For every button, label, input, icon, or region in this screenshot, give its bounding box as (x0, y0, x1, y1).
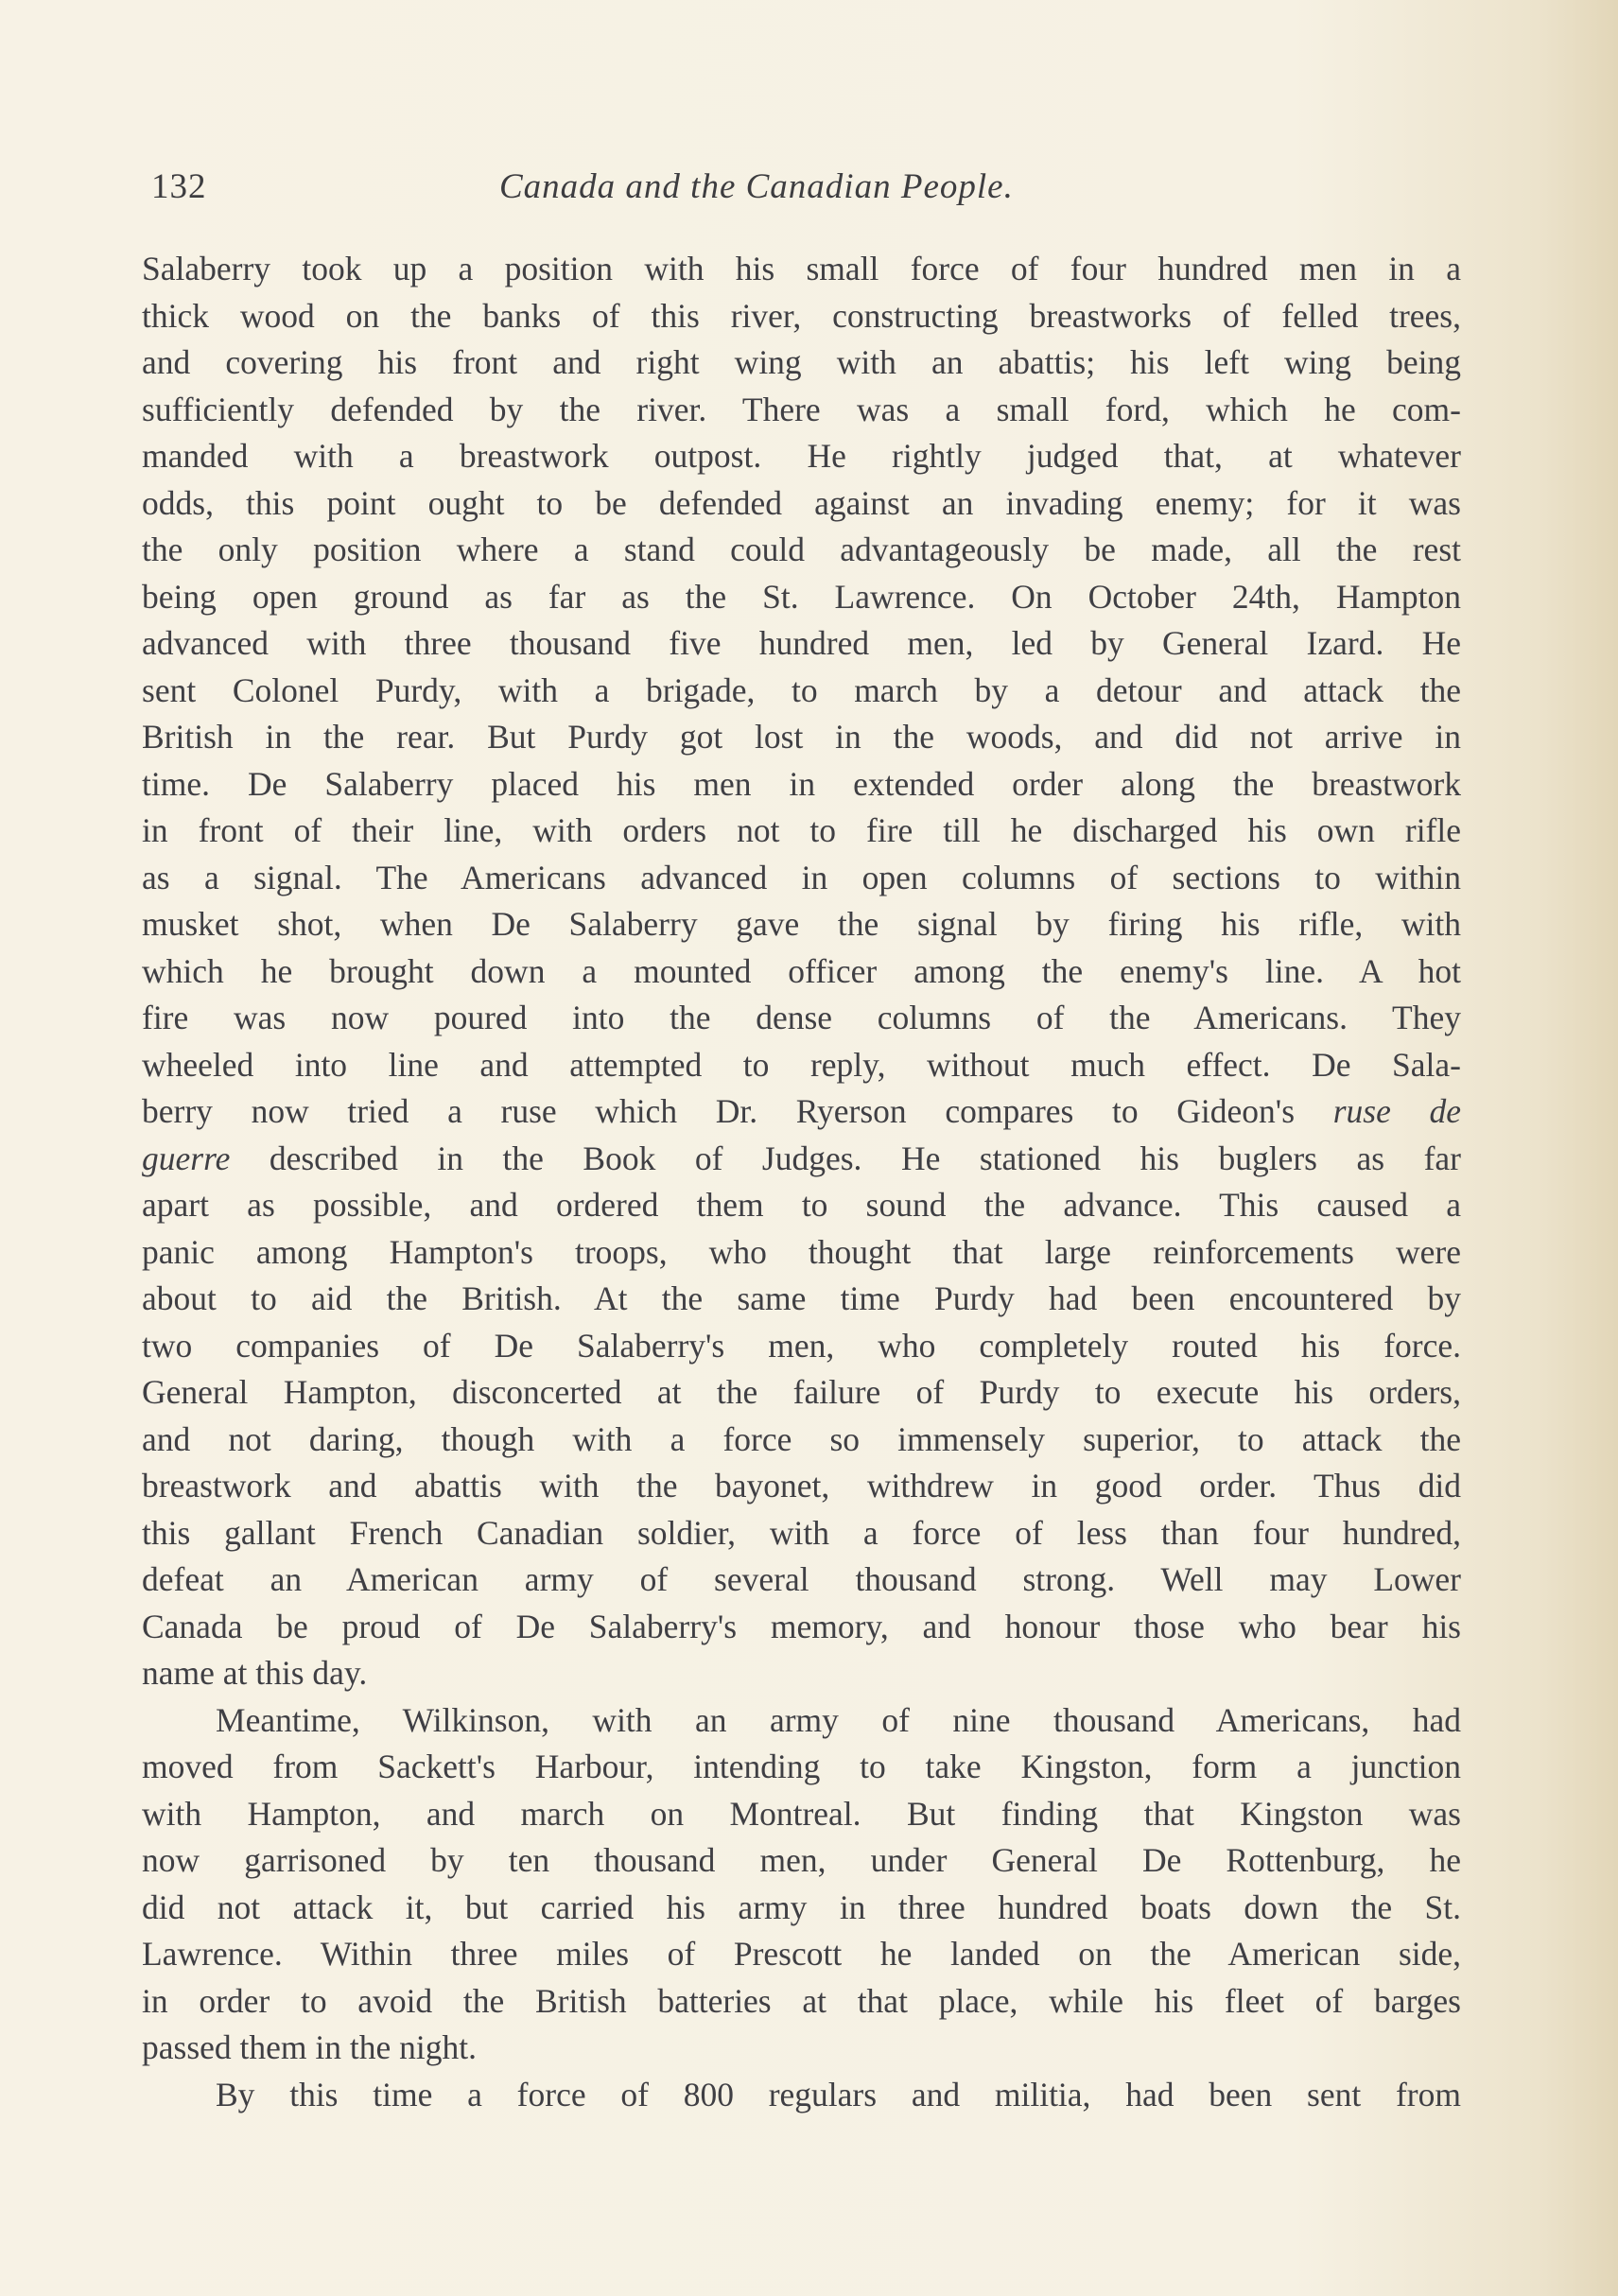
line-text: musket shot, when De Salaberry gave the signal by firing his rifle, with (142, 905, 1461, 943)
italic-phrase: ruse de (1332, 1092, 1461, 1130)
text-line (142, 1650, 1461, 1697)
text-line (142, 1136, 1461, 1183)
text-line (142, 1276, 1461, 1323)
text-line (142, 855, 1461, 902)
text-line (142, 527, 1461, 574)
line-text: sufficiently defended by the river. There was a small ford, which he com- (142, 390, 1461, 428)
line-text: panic among Hampton's troops, who thought that large reinforcements were (142, 1232, 1461, 1271)
line-text: passed them in the night. (142, 2028, 477, 2066)
text-line (142, 1885, 1461, 1932)
text-line (142, 339, 1461, 387)
text-line (142, 1744, 1461, 1791)
text-line (142, 1978, 1461, 2026)
text-line (142, 433, 1461, 480)
italic-phrase: guerre (142, 1139, 231, 1177)
line-text: odds, this point ought to be defended against an invading enemy; for it was (142, 483, 1461, 522)
line-text: in front of their line, with orders not to fire till he discharged his own rifle (142, 811, 1461, 849)
text-line (142, 1088, 1461, 1136)
text-line (142, 1931, 1461, 1978)
line-text: the only position where a stand could advantageously be made, all the rest (142, 531, 1461, 568)
line-text: apart as possible, and ordered them to sound the advance. This caused a (142, 1186, 1461, 1224)
line-text: did not attack it, but carried his army in three hundred boats down the St. (142, 1887, 1461, 1926)
line-text: By this time a force of 800 regulars and militia, had been sent from (216, 2075, 1461, 2113)
line-text: with Hampton, and march on Montreal. But finding that Kingston was (142, 1794, 1461, 1833)
line-text: Lawrence. Within three miles of Prescott he landed on the American side, (142, 1935, 1461, 1973)
line-text: Canada be proud of De Salaberry's memory, and honour those who bear his (142, 1607, 1461, 1645)
text-line (142, 1697, 1461, 1745)
text-line (142, 1557, 1461, 1604)
text-line (142, 995, 1461, 1042)
text-line (142, 620, 1461, 668)
text-line (142, 246, 1461, 293)
line-text: thick wood on the banks of this river, constructing breastworks of felled trees, (142, 296, 1461, 335)
text-line (142, 1323, 1461, 1370)
line-text: in order to avoid the British batteries at that place, while his fleet of barges (142, 1981, 1461, 2020)
line-text: manded with a breastwork outpost. He rightly judged that, at whatever (142, 437, 1461, 475)
body-text (142, 246, 1461, 2118)
text-line (142, 808, 1461, 855)
page-number: 132 (151, 167, 207, 206)
text-line (142, 1229, 1461, 1277)
running-title: Canada and the Canadian People. (499, 167, 1014, 206)
line-text: British in the rear. But Purdy got lost in the woods, and did not arrive in (142, 718, 1461, 756)
line-text: described in the Book of Judges. He stationed his buglers as far (230, 1139, 1461, 1177)
text-line (142, 480, 1461, 528)
text-line (142, 1417, 1461, 1464)
line-text: which he brought down a mounted officer among the enemy's line. A hot (142, 951, 1461, 990)
text-line (142, 1463, 1461, 1510)
text-line (142, 1042, 1461, 1089)
text-line (142, 574, 1461, 621)
line-text: two companies of De Salaberry's men, who completely routed his force. (142, 1326, 1461, 1365)
text-line (142, 1510, 1461, 1557)
text-line (142, 1837, 1461, 1885)
line-text: berry now tried a ruse which Dr. Ryerson compares to Gideon's (142, 1092, 1333, 1130)
text-line (142, 387, 1461, 434)
text-line (142, 1369, 1461, 1417)
text-line (142, 901, 1461, 948)
line-text: Salaberry took up a position with his small force of four hundred men in a (142, 250, 1461, 287)
line-text: about to aid the British. At the same time Purdy had been encountered by (142, 1279, 1461, 1317)
line-text: wheeled into line and attempted to reply, without much effect. De Sala- (142, 1045, 1461, 1084)
line-text: this gallant French Canadian soldier, with a force of less than four hundred, (142, 1513, 1461, 1552)
line-text: being open ground as far as the St. Lawrence. On October 24th, Hampton (142, 577, 1461, 616)
line-text: now garrisoned by ten thousand men, under General De Rottenburg, he (142, 1841, 1461, 1879)
text-line (142, 948, 1461, 996)
text-line (142, 761, 1461, 809)
line-text: defeat an American army of several thousand strong. Well may Lower (142, 1560, 1461, 1598)
line-text: and covering his front and right wing with an abattis; his left wing being (142, 343, 1461, 381)
line-text: Meantime, Wilkinson, with an army of nine thousand Americans, had (216, 1700, 1461, 1739)
line-text: fire was now poured into the dense columns of the Americans. They (142, 999, 1461, 1036)
text-line (142, 714, 1461, 761)
text-line (142, 293, 1461, 340)
text-line (142, 2025, 1461, 2072)
line-text: moved from Sackett's Harbour, intending to take Kingston, form a junction (142, 1748, 1461, 1785)
line-text: name at this day. (142, 1654, 368, 1692)
line-text: and not daring, though with a force so immensely superior, to attack the (142, 1419, 1461, 1458)
text-line (142, 1791, 1461, 1838)
text-line (142, 668, 1461, 715)
line-text: advanced with three thousand five hundred men, led by General Izard. He (142, 624, 1461, 662)
text-line (142, 1182, 1461, 1229)
line-text: time. De Salaberry placed his men in extended order along the breastwork (142, 764, 1461, 803)
text-line (142, 1604, 1461, 1651)
line-text: breastwork and abattis with the bayonet, withdrew in good order. Thus did (142, 1467, 1461, 1505)
text-line (142, 2072, 1461, 2119)
line-text: as a signal. The Americans advanced in open columns of sections to within (142, 858, 1461, 896)
line-text: General Hampton, disconcerted at the failure of Purdy to execute his orders, (142, 1373, 1461, 1411)
line-text: sent Colonel Purdy, with a brigade, to march by a detour and attack the (142, 670, 1461, 709)
